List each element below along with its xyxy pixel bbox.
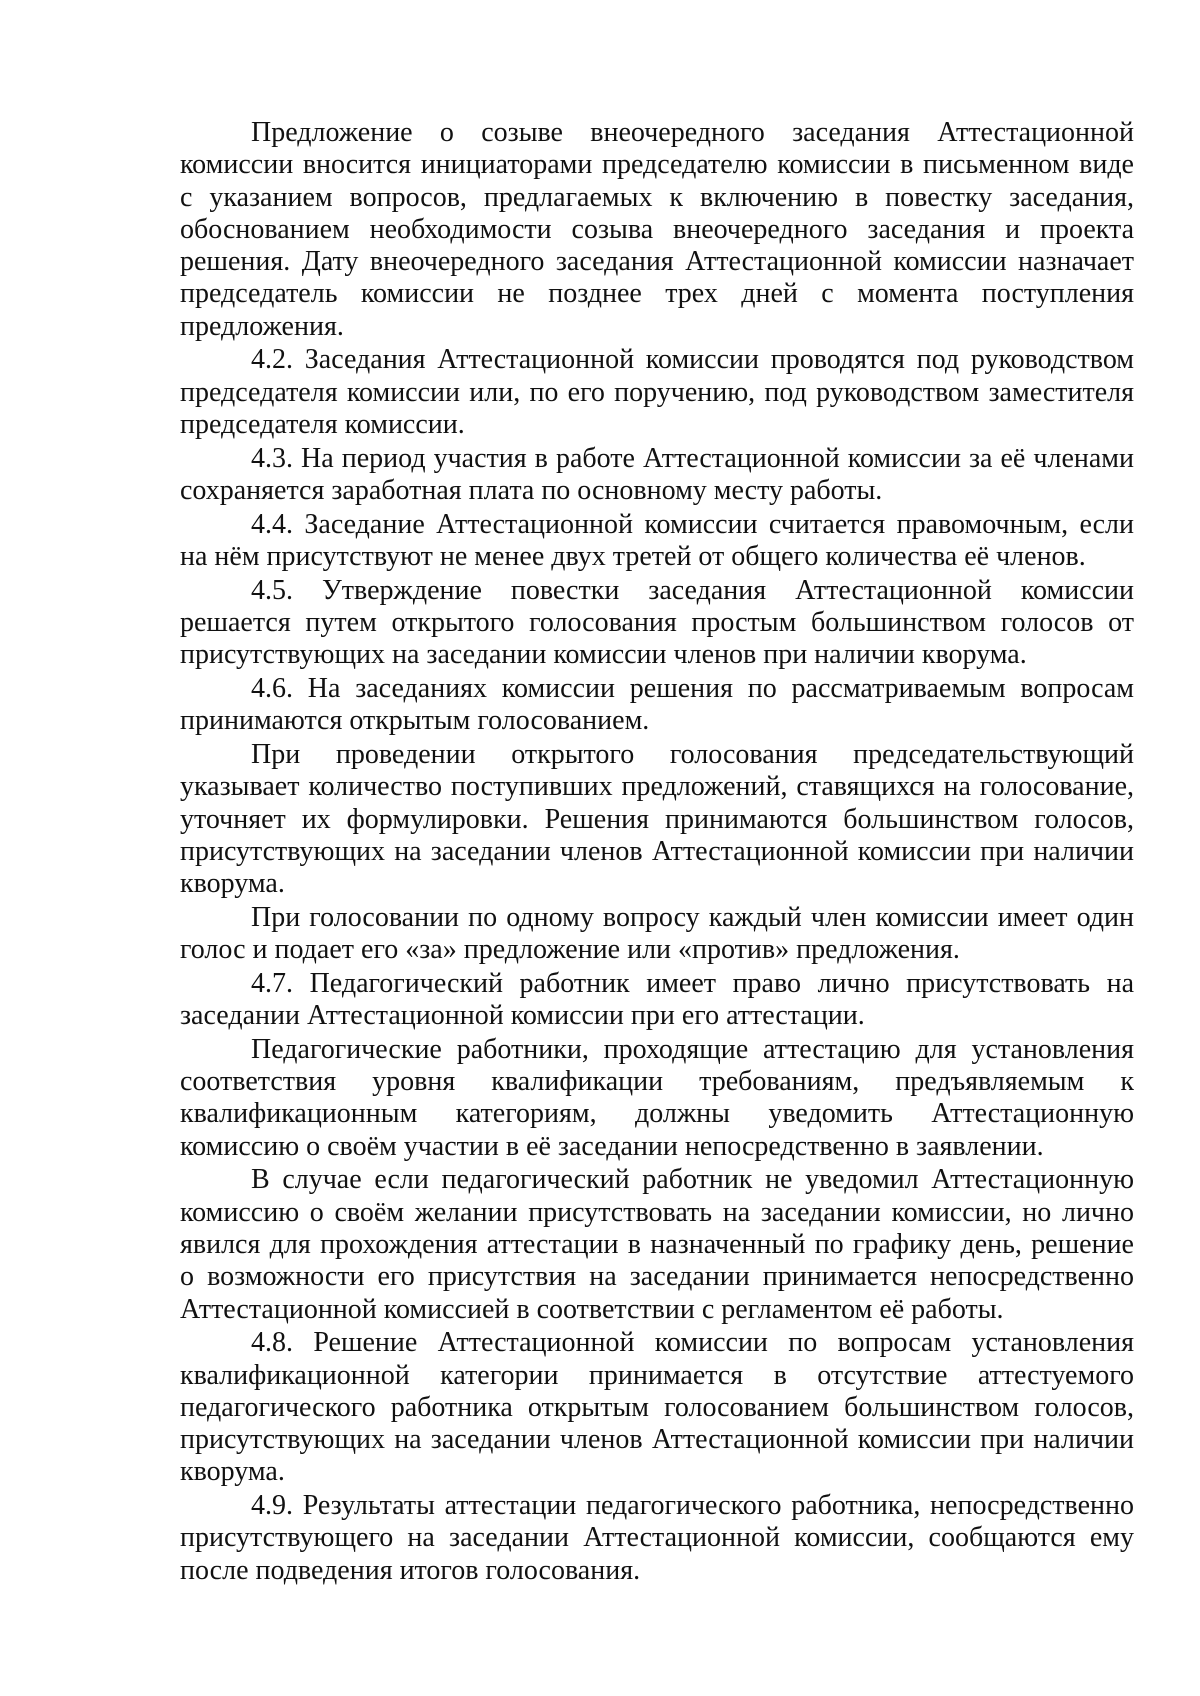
paragraph-single-vote: При голосовании по одному вопросу каждый член комиссии имеет один голос и подает его «за» предложение или «против» предложения. — [180, 901, 1134, 966]
paragraph-4-3: 4.3. На период участия в работе Аттестационной комиссии за её членами сохраняется заработная плата по основному месту работы. — [180, 442, 1134, 507]
paragraph-open-voting: При проведении открытого голосования председательствующий указывает количество поступивших предложений, ставящихся на голосование, уточняет их формулировки. Решения принимаются большинством голосов, присутствующих на заседании членов Аттестационной комиссии при наличии кворума. — [180, 738, 1134, 900]
paragraph-4-2: 4.2. Заседания Аттестационной комиссии проводятся под руководством председателя комиссии или, по его поручению, под руководством заместителя председателя комиссии. — [180, 344, 1134, 441]
paragraph-extraordinary-meeting: Предложение о созыве внеочередного заседания Аттестационной комиссии вносится инициаторами председателю комиссии в письменном виде с указанием вопросов, предлагаемых к включению в повестку заседания, обоснованием необходимости созыва внеочередного заседания и проекта решения. Дату внеочередного заседания Аттестационной комиссии назначает председатель комиссии не позднее трех дней с момента поступления предложения. — [180, 117, 1134, 342]
paragraph-4-5: 4.5. Утверждение повестки заседания Аттестационной комиссии решается путем открытого голосования простым большинством голосов от присутствующих на заседании комиссии членов при наличии кворума. — [180, 574, 1134, 671]
paragraph-4-4: 4.4. Заседание Аттестационной комиссии считается правомочным, если на нём присутствуют не менее двух третей от общего количества её членов. — [180, 508, 1134, 573]
paragraph-notification: Педагогические работники, проходящие аттестацию для установления соответствия уровня квалификации требованиям, предъявляемым к квалификационным категориям, должны уведомить Аттестационную комиссию о своём участии в её заседании непосредственно в заявлении. — [180, 1033, 1134, 1162]
paragraph-4-9: 4.9. Результаты аттестации педагогического работника, непосредственно присутствующего на заседании Аттестационной комиссии, сообщаются ему после подведения итогов голосования. — [180, 1490, 1134, 1586]
paragraph-4-6: 4.6. На заседаниях комиссии решения по рассматриваемым вопросам принимаются открытым голосованием. — [180, 673, 1134, 737]
paragraph-4-8: 4.8. Решение Аттестационной комиссии по вопросам установления квалификационной категории принимается в отсутствие аттестуемого педагогического работника открытым голосованием большинством голосов, присутствующих на заседании членов Аттестационной комиссии при наличии кворума. — [180, 1327, 1134, 1488]
paragraph-4-7: 4.7. Педагогический работник имеет право лично присутствовать на заседании Аттестационной комиссии при его аттестации. — [180, 967, 1134, 1032]
paragraph-not-notified: В случае если педагогический работник не уведомил Аттестационную комиссию о своём желании присутствовать на заседании комиссии, но лично явился для прохождения аттестации в назначенный по графику день, решение о возможности его присутствия на заседании принимается непосредственно Аттестационной комиссией в соответствии с регламентом её работы. — [180, 1164, 1134, 1325]
